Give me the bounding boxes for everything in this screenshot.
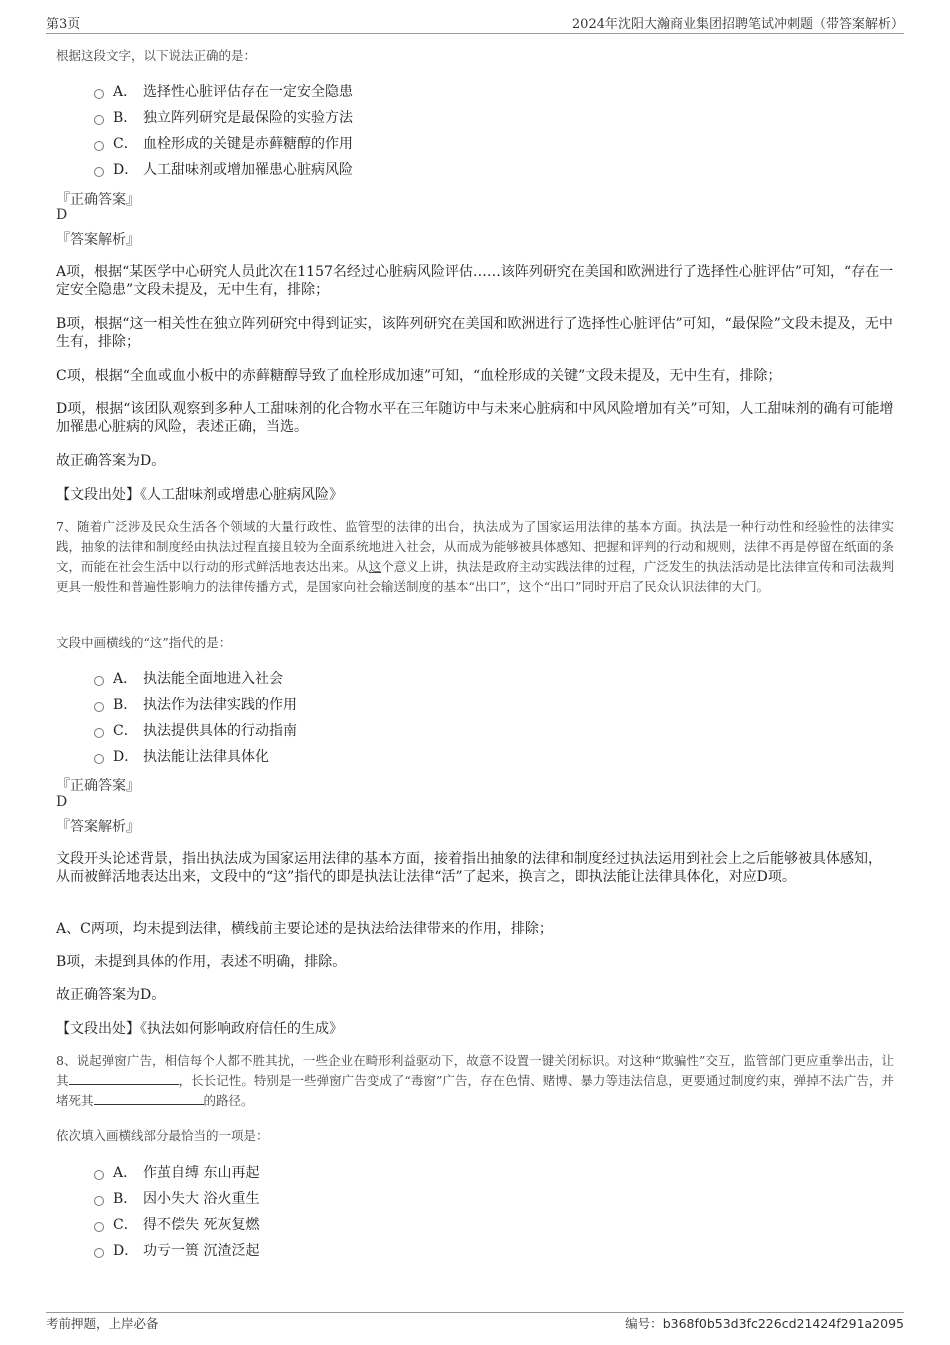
q8-blank-1 — [69, 1072, 179, 1085]
q7-option-d[interactable]: D． 执法能让法律具体化 — [94, 743, 297, 769]
q7-analysis-label: 『答案解析』 — [56, 819, 140, 835]
q8-option-b[interactable]: B． 因小失大 浴火重生 — [94, 1185, 259, 1211]
footer-divider — [46, 1312, 904, 1313]
q7-option-a[interactable]: A． 执法能全面地进入社会 — [94, 665, 297, 691]
q6-option-b[interactable]: B． 独立阵列研究是最保险的实验方法 — [94, 104, 353, 130]
q7-conclusion: 故正确答案为D。 — [56, 987, 166, 1003]
header-divider — [46, 33, 904, 34]
q7-options — [94, 665, 297, 769]
radio-icon[interactable] — [94, 754, 104, 764]
q6-option-d[interactable]: D． 人工甜味剂或增加罹患心脏病风险 — [94, 156, 353, 182]
q7-answer-label: 『正确答案』 — [56, 778, 140, 794]
q6-option-c[interactable]: C． 血栓形成的关键是赤藓糖醇的作用 — [94, 130, 353, 156]
radio-icon[interactable] — [94, 115, 104, 125]
q6-analysis-b: B项，根据“这一相关性在独立阵列研究中得到证实，该阵列研究在美国和欧洲进行了选择性心脏评估”可知，“最保险”文段未提及，无中生有，排除； — [56, 316, 893, 350]
radio-icon[interactable] — [94, 728, 104, 738]
q7-source: 【文段出处】《执法如何影响政府信任的生成》 — [56, 1021, 343, 1037]
q6-answer-label: 『正确答案』 — [56, 192, 140, 208]
q6-analysis-label: 『答案解析』 — [56, 232, 140, 248]
radio-icon[interactable] — [94, 89, 104, 99]
radio-icon[interactable] — [94, 702, 104, 712]
radio-icon[interactable] — [94, 1248, 104, 1258]
q7-analysis-ac: A、C两项，均未提到法律，横线前主要论述的是执法给法律带来的作用，排除； — [56, 921, 553, 937]
q6-source: 【文段出处】《人工甜味剂或增患心脏病风险》 — [56, 487, 343, 503]
document-code: b368f0b53d3fc226cd21424f291a2095 — [662, 1316, 904, 1331]
q7-option-b[interactable]: B． 执法作为法律实践的作用 — [94, 691, 297, 717]
q7-answer: D — [56, 794, 68, 810]
q7-passage: 7、随着广泛涉及民众生活各个领域的大量行政性、监管型的法律的出台，执法成为了国家运用法律的基本方面。执法是一种行动性和经验性的法律实践，抽象的法律和制度经由执法过程直接且较为全面系统地进入社会，从而成为能够被具体感知、把握和评判的行动和规则，法律不再是停留在纸面的条文，而能在社会生活中以行动的形式鲜活地表达出来。从这个意义上讲，执法是政府主动实践法律的过程，广泛发生的执法活动是比法律宣传和司法裁判更具一般性和普遍性影响力的法律传播方式，是国家向社会输送制度的基本“出口”，这个“出口”同时开启了民众认识法律的大门。 — [56, 519, 894, 594]
radio-icon[interactable] — [94, 676, 104, 686]
q8-blank-2 — [94, 1092, 204, 1105]
q6-option-a[interactable]: A． 选择性心脏评估存在一定安全隐患 — [94, 78, 353, 104]
radio-icon[interactable] — [94, 167, 104, 177]
q8-option-a[interactable]: A． 作茧自缚 东山再起 — [94, 1159, 259, 1185]
q7-analysis-b: B项，未提到具体的作用，表述不明确，排除。 — [56, 954, 347, 970]
q8-option-c[interactable]: C． 得不偿失 死灰复燃 — [94, 1211, 259, 1237]
footer-slogan: 考前押题，上岸必备 — [46, 1316, 159, 1331]
page-number: 第3页 — [46, 17, 81, 32]
q8-prompt: 依次填入画横线部分最恰当的一项是： — [56, 1128, 269, 1143]
radio-icon[interactable] — [94, 1196, 104, 1206]
q7-prompt: 文段中画横线的“这”指代的是： — [56, 635, 232, 650]
q7-option-c[interactable]: C． 执法提供具体的行动指南 — [94, 717, 297, 743]
document-title: 2024年沈阳大瀚商业集团招聘笔试冲刺题（带答案解析） — [571, 17, 904, 32]
q8-option-d[interactable]: D． 功亏一篑 沉渣泛起 — [94, 1237, 259, 1263]
radio-icon[interactable] — [94, 1170, 104, 1180]
radio-icon[interactable] — [94, 1222, 104, 1232]
q6-answer: D — [56, 207, 68, 223]
q8-options — [94, 1159, 259, 1263]
q6-prompt: 根据这段文字，以下说法正确的是： — [56, 48, 257, 63]
radio-icon[interactable] — [94, 141, 104, 151]
q6-analysis-d: D项，根据“该团队观察到多种人工甜味剂的化合物水平在三年随访中与未来心脏病和中风风险增加有关”可知，人工甜味剂的确有可能增加罹患心脏病的风险，表述正确，当选。 — [56, 401, 894, 435]
q7-underlined-word: 这 — [368, 559, 382, 574]
q6-options — [94, 78, 353, 182]
q8-passage: 8、说起弹窗广告，相信每个人都不胜其扰，一些企业在畸形利益驱动下，故意不设置一键关闭标识。对这种“欺骗性”交互，监管部门更应重拳出击，让其 ，长长记性。特别是一些弹窗广告变成了“毒窗”广告，存在色情、赌博、暴力等违法信息，更要通过制度约束，弹掉不法广告，并堵死其 的路径。 — [56, 1053, 894, 1108]
q6-analysis-a: A项，根据“某医学中心研究人员此次在1157名经过心脏病风险评估……该阵列研究在美国和欧洲进行了选择性心脏评估”可知，“存在一定安全隐患”文段未提及，无中生有，排除； — [56, 264, 894, 298]
footer-code: 编号：b368f0b53d3fc226cd21424f291a2095 — [625, 1316, 904, 1331]
q6-analysis-c: C项，根据“全血或血小板中的赤藓糖醇导致了血栓形成加速”可知，“血栓形成的关键”文段未提及，无中生有，排除； — [56, 368, 782, 384]
q6-conclusion: 故正确答案为D。 — [56, 453, 166, 469]
q7-analysis-main: 文段开头论述背景，指出执法成为国家运用法律的基本方面，接着指出抽象的法律和制度经过执法运用到社会上之后能够被具体感知，从而被鲜活地表达出来，文段中的“这”指代的即是执法让法律“活”了起来，换言之，即执法能让法律具体化，对应D项。 — [56, 851, 882, 885]
page-header — [0, 0, 950, 36]
